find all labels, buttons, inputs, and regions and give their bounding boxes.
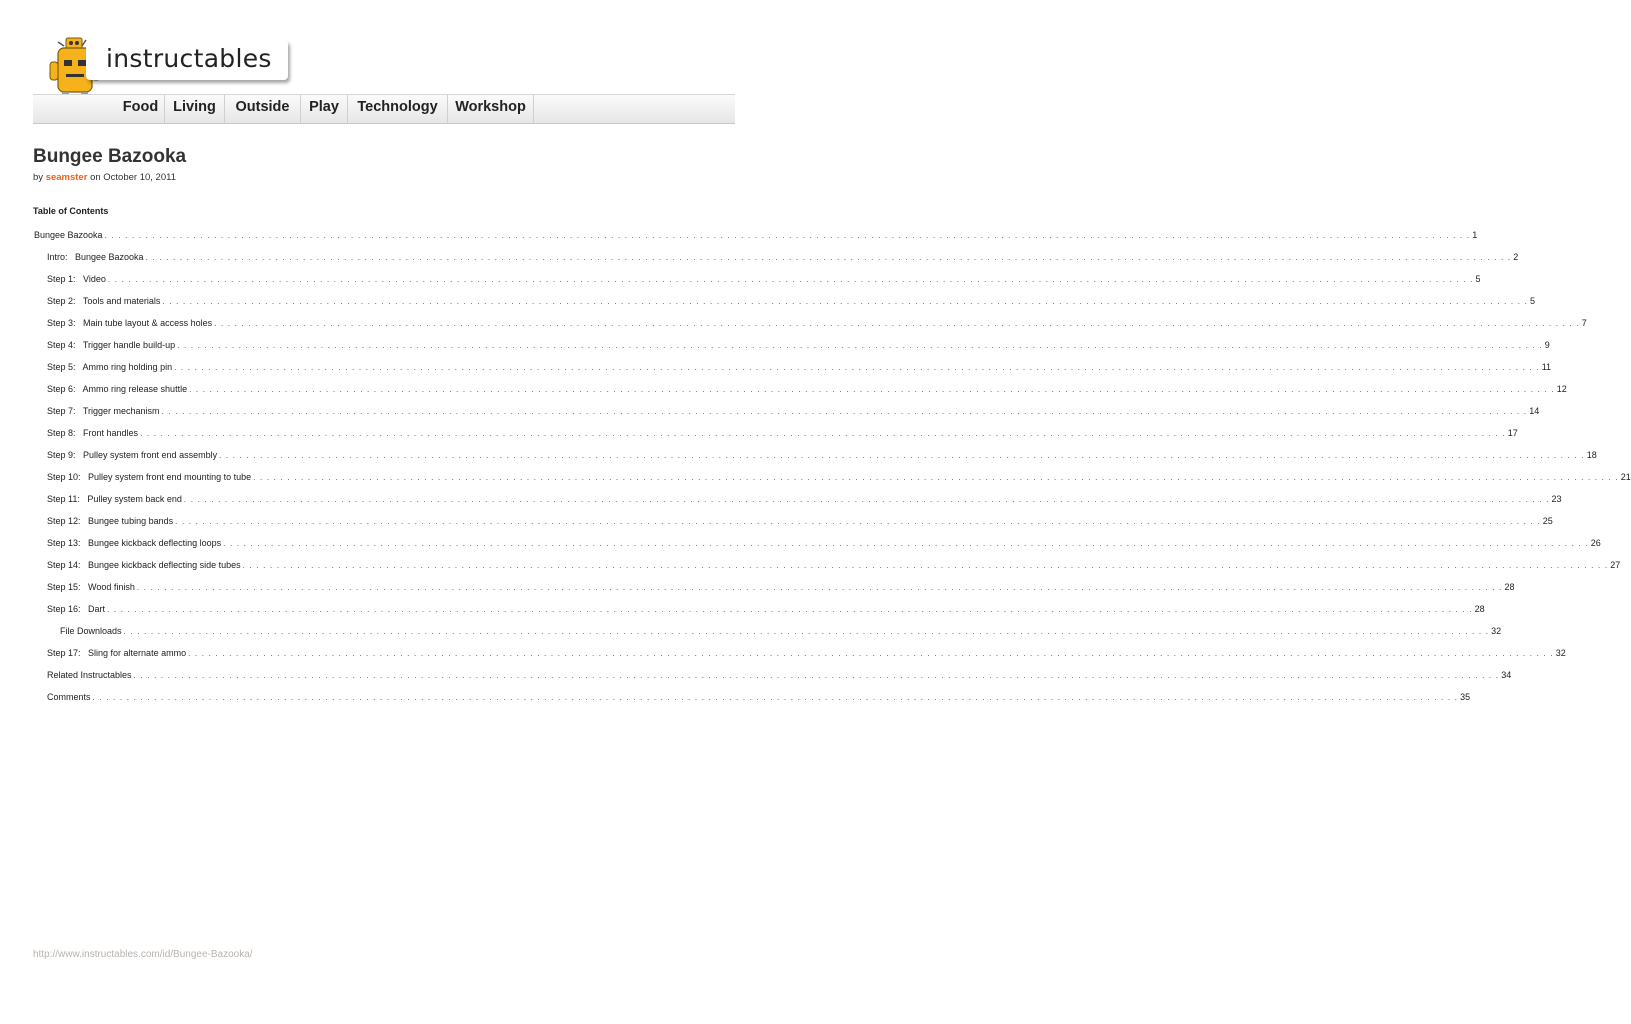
toc-entry-page: 5: [1475, 274, 1481, 284]
toc-entry-label: Step 15: Wood finish: [47, 582, 135, 592]
toc-entry-page: 34: [1501, 670, 1512, 680]
toc-entry[interactable]: [47, 493, 1562, 505]
toc-entry[interactable]: [60, 625, 1502, 637]
toc-entry-page: 35: [1460, 692, 1471, 702]
toc-leader-dots: . . . . . . . . . . . . . . . . . . . . . . . . . . . . . . . . . . . . . . . . . . . . . . . . . . . . . . . . . . . . . . . . . . . . . . . . . . . . . . . . . . . . . . . . . . . . . . . . . . . . . . . . . . . . . . . . . . . . . . . . . . . . . . . . . . . . . . . . . . . . . . . . . . . . . . . . . . . . . . . . . . . . . . . . . . . . . . . . . . . . . . . . . . . . . . . . . . . . . . . .: [104, 231, 1471, 240]
toc-heading: Table of Contents: [33, 206, 109, 216]
toc-entry-label: Step 2: Tools and materials: [47, 296, 161, 306]
toc-leader-dots: . . . . . . . . . . . . . . . . . . . . . . . . . . . . . . . . . . . . . . . . . . . . . . . . . . . . . . . . . . . . . . . . . . . . . . . . . . . . . . . . . . . . . . . . . . . . . . . . . . . . . . . . . . . . . . . . . . . . . . . . . . . . . . . . . . . . . . . . . . . . . . . . . . . . . . . . . . . . . . . . . . . . . . . . . . . . . . . . . . . . . . . . . . . . . . . . . . . . . . . .: [92, 693, 1459, 702]
nav-item-food[interactable]: Food: [117, 95, 165, 123]
toc-entry-label: Comments: [47, 692, 91, 702]
toc-leader-dots: . . . . . . . . . . . . . . . . . . . . . . . . . . . . . . . . . . . . . . . . . . . . . . . . . . . . . . . . . . . . . . . . . . . . . . . . . . . . . . . . . . . . . . . . . . . . . . . . . . . . . . . . . . . . . . . . . . . . . . . . . . . . . . . . . . . . . . . . . . . . . . . . . . . . . . . . . . . . . . . . . . . . . . . . . . . . . . . . . . . . . . . . . . . . . . . . . . . . . . . .: [189, 385, 1555, 394]
toc-entry[interactable]: [47, 647, 1566, 659]
toc-entry-page: 2: [1513, 252, 1519, 262]
toc-leader-dots: . . . . . . . . . . . . . . . . . . . . . . . . . . . . . . . . . . . . . . . . . . . . . . . . . . . . . . . . . . . . . . . . . . . . . . . . . . . . . . . . . . . . . . . . . . . . . . . . . . . . . . . . . . . . . . . . . . . . . . . . . . . . . . . . . . . . . . . . . . . . . . . . . . . . . . . . . . . . . . . . . . . . . . . . . . . . . . . . . . . . . . . . . . . . . . . . . . . . . . . .: [175, 517, 1541, 526]
toc-entry-label: Step 4: Trigger handle build-up: [47, 340, 176, 350]
toc-leader-dots: . . . . . . . . . . . . . . . . . . . . . . . . . . . . . . . . . . . . . . . . . . . . . . . . . . . . . . . . . . . . . . . . . . . . . . . . . . . . . . . . . . . . . . . . . . . . . . . . . . . . . . . . . . . . . . . . . . . . . . . . . . . . . . . . . . . . . . . . . . . . . . . . . . . . . . . . . . . . . . . . . . . . . . . . . . . . . . . . . . . . . . . . . . . . . . . . . . . . . . . .: [123, 627, 1490, 636]
toc-entry-page: 23: [1551, 494, 1562, 504]
page-title: Bungee Bazooka: [33, 146, 187, 167]
toc-entry-label: Step 9: Pulley system front end assembly: [47, 450, 218, 460]
toc-entry[interactable]: [47, 361, 1552, 373]
toc-entry-label: Intro: Bungee Bazooka: [47, 252, 144, 262]
toc-entry[interactable]: [47, 273, 1481, 285]
toc-entry-page: 17: [1507, 428, 1518, 438]
toc-leader-dots: . . . . . . . . . . . . . . . . . . . . . . . . . . . . . . . . . . . . . . . . . . . . . . . . . . . . . . . . . . . . . . . . . . . . . . . . . . . . . . . . . . . . . . . . . . . . . . . . . . . . . . . . . . . . . . . . . . . . . . . . . . . . . . . . . . . . . . . . . . . . . . . . . . . . . . . . . . . . . . . . . . . . . . . . . . . . . . . . . . . . . . . . . . . . . . . . . . . . . . . .: [242, 561, 1609, 570]
toc-entry-label: Step 1: Video: [47, 274, 106, 284]
footer-url[interactable]: http://www.instructables.com/id/Bungee-Bazooka/: [33, 949, 253, 960]
toc-leader-dots: . . . . . . . . . . . . . . . . . . . . . . . . . . . . . . . . . . . . . . . . . . . . . . . . . . . . . . . . . . . . . . . . . . . . . . . . . . . . . . . . . . . . . . . . . . . . . . . . . . . . . . . . . . . . . . . . . . . . . . . . . . . . . . . . . . . . . . . . . . . . . . . . . . . . . . . . . . . . . . . . . . . . . . . . . . . . . . . . . . . . . . . . . . . . . . . . . . . . . . . .: [133, 671, 1500, 680]
toc-entry[interactable]: [47, 603, 1485, 615]
toc-entry-label: Bungee Bazooka: [34, 230, 103, 240]
toc-entry[interactable]: [47, 317, 1587, 329]
toc-entry-label: Related Instructables: [47, 670, 132, 680]
toc-entry-page: 9: [1544, 340, 1550, 350]
nav-item-play[interactable]: Play: [301, 95, 348, 123]
toc-entry-label: File Downloads: [60, 626, 122, 636]
toc-entry-label: Step 11: Pulley system back end: [47, 494, 182, 504]
author-link[interactable]: seamster: [45, 172, 88, 183]
toc-entry[interactable]: [47, 669, 1512, 681]
toc-leader-dots: . . . . . . . . . . . . . . . . . . . . . . . . . . . . . . . . . . . . . . . . . . . . . . . . . . . . . . . . . . . . . . . . . . . . . . . . . . . . . . . . . . . . . . . . . . . . . . . . . . . . . . . . . . . . . . . . . . . . . . . . . . . . . . . . . . . . . . . . . . . . . . . . . . . . . . . . . . . . . . . . . . . . . . . . . . . . . . . . . . . . . . . . . . . . . . . . . . . . . . . .: [188, 649, 1554, 658]
toc-leader-dots: . . . . . . . . . . . . . . . . . . . . . . . . . . . . . . . . . . . . . . . . . . . . . . . . . . . . . . . . . . . . . . . . . . . . . . . . . . . . . . . . . . . . . . . . . . . . . . . . . . . . . . . . . . . . . . . . . . . . . . . . . . . . . . . . . . . . . . . . . . . . . . . . . . . . . . . . . . . . . . . . . . . . . . . . . . . . . . . . . . . . . . . . . . . . . . . . . . . . . . . .: [253, 473, 1619, 482]
toc-entry[interactable]: [47, 427, 1518, 439]
toc-entry-label: Step 5: Ammo ring holding pin: [47, 362, 173, 372]
toc-entry[interactable]: [47, 405, 1540, 417]
nav-item-living[interactable]: Living: [165, 95, 225, 123]
toc-leader-dots: . . . . . . . . . . . . . . . . . . . . . . . . . . . . . . . . . . . . . . . . . . . . . . . . . . . . . . . . . . . . . . . . . . . . . . . . . . . . . . . . . . . . . . . . . . . . . . . . . . . . . . . . . . . . . . . . . . . . . . . . . . . . . . . . . . . . . . . . . . . . . . . . . . . . . . . . . . . . . . . . . . . . . . . . . . . . . . . . . . . . . . . . . . . . . . . . . . . . . . . .: [214, 319, 1580, 328]
site-logo-text[interactable]: instructables: [106, 44, 272, 73]
nav-item-technology[interactable]: Technology: [348, 95, 448, 123]
toc-entry-label: Step 14: Bungee kickback deflecting side tubes: [47, 560, 241, 570]
toc-entry-label: Step 12: Bungee tubing bands: [47, 516, 174, 526]
toc-entry-page: 32: [1491, 626, 1502, 636]
toc-entry-label: Step 10: Pulley system front end mounting to tube: [47, 472, 252, 482]
nav-item-workshop[interactable]: Workshop: [448, 95, 534, 123]
nav-item-outside[interactable]: Outside: [225, 95, 301, 123]
toc-entry-label: Step 16: Dart: [47, 604, 106, 614]
toc-entry-page: 5: [1530, 296, 1536, 306]
toc-leader-dots: . . . . . . . . . . . . . . . . . . . . . . . . . . . . . . . . . . . . . . . . . . . . . . . . . . . . . . . . . . . . . . . . . . . . . . . . . . . . . . . . . . . . . . . . . . . . . . . . . . . . . . . . . . . . . . . . . . . . . . . . . . . . . . . . . . . . . . . . . . . . . . . . . . . . . . . . . . . . . . . . . . . . . . . . . . . . . . . . . . . . . . . . . . . . . . . . . . . . . . . .: [219, 451, 1585, 460]
toc-entry[interactable]: [47, 251, 1519, 263]
toc-leader-dots: . . . . . . . . . . . . . . . . . . . . . . . . . . . . . . . . . . . . . . . . . . . . . . . . . . . . . . . . . . . . . . . . . . . . . . . . . . . . . . . . . . . . . . . . . . . . . . . . . . . . . . . . . . . . . . . . . . . . . . . . . . . . . . . . . . . . . . . . . . . . . . . . . . . . . . . . . . . . . . . . . . . . . . . . . . . . . . . . . . . . . . . . . . . . . . . . . . . . . . . .: [177, 341, 1543, 350]
toc-leader-dots: . . . . . . . . . . . . . . . . . . . . . . . . . . . . . . . . . . . . . . . . . . . . . . . . . . . . . . . . . . . . . . . . . . . . . . . . . . . . . . . . . . . . . . . . . . . . . . . . . . . . . . . . . . . . . . . . . . . . . . . . . . . . . . . . . . . . . . . . . . . . . . . . . . . . . . . . . . . . . . . . . . . . . . . . . . . . . . . . . . . . . . . . . . . . . . . . . . . . . . . .: [223, 539, 1589, 548]
toc-entry[interactable]: [47, 471, 1631, 483]
toc-entry-label: Step 3: Main tube layout & access holes: [47, 318, 213, 328]
toc-entry-label: Step 6: Ammo ring release shuttle: [47, 384, 188, 394]
toc-entry-page: 18: [1586, 450, 1597, 460]
toc-entry[interactable]: [34, 229, 1478, 241]
toc-entry-page: 12: [1556, 384, 1567, 394]
toc-leader-dots: . . . . . . . . . . . . . . . . . . . . . . . . . . . . . . . . . . . . . . . . . . . . . . . . . . . . . . . . . . . . . . . . . . . . . . . . . . . . . . . . . . . . . . . . . . . . . . . . . . . . . . . . . . . . . . . . . . . . . . . . . . . . . . . . . . . . . . . . . . . . . . . . . . . . . . . . . . . . . . . . . . . . . . . . . . . . . . . . . . . . . . . . . . . . . . . . . . . . . . . .: [136, 583, 1503, 592]
toc-entry-page: 25: [1542, 516, 1553, 526]
toc-entry-page: 21: [1620, 472, 1631, 482]
toc-entry[interactable]: [47, 559, 1621, 571]
toc-entry-page: 1: [1472, 230, 1478, 240]
toc-entry-page: 28: [1504, 582, 1515, 592]
toc-leader-dots: . . . . . . . . . . . . . . . . . . . . . . . . . . . . . . . . . . . . . . . . . . . . . . . . . . . . . . . . . . . . . . . . . . . . . . . . . . . . . . . . . . . . . . . . . . . . . . . . . . . . . . . . . . . . . . . . . . . . . . . . . . . . . . . . . . . . . . . . . . . . . . . . . . . . . . . . . . . . . . . . . . . . . . . . . . . . . . . . . . . . . . . . . . . . . . . . . . . . . . . .: [161, 407, 1528, 416]
toc-entry[interactable]: [47, 515, 1553, 527]
toc-entry[interactable]: [47, 537, 1601, 549]
toc-entry[interactable]: [47, 691, 1471, 703]
toc-entry[interactable]: [47, 295, 1536, 307]
publish-date: on October 10, 2011: [90, 172, 176, 183]
toc-entry-page: 27: [1610, 560, 1621, 570]
byline-prefix: by: [33, 172, 44, 183]
byline: [33, 172, 176, 183]
toc-entry[interactable]: [47, 339, 1550, 351]
toc-leader-dots: . . . . . . . . . . . . . . . . . . . . . . . . . . . . . . . . . . . . . . . . . . . . . . . . . . . . . . . . . . . . . . . . . . . . . . . . . . . . . . . . . . . . . . . . . . . . . . . . . . . . . . . . . . . . . . . . . . . . . . . . . . . . . . . . . . . . . . . . . . . . . . . . . . . . . . . . . . . . . . . . . . . . . . . . . . . . . . . . . . . . . . . . . . . . . . . . . . . . . . . .: [183, 495, 1550, 504]
toc-leader-dots: . . . . . . . . . . . . . . . . . . . . . . . . . . . . . . . . . . . . . . . . . . . . . . . . . . . . . . . . . . . . . . . . . . . . . . . . . . . . . . . . . . . . . . . . . . . . . . . . . . . . . . . . . . . . . . . . . . . . . . . . . . . . . . . . . . . . . . . . . . . . . . . . . . . . . . . . . . . . . . . . . . . . . . . . . . . . . . . . . . . . . . . . . . . . . . . . . . . . . . . .: [174, 363, 1540, 372]
toc-entry-label: Step 7: Trigger mechanism: [47, 406, 160, 416]
toc-leader-dots: . . . . . . . . . . . . . . . . . . . . . . . . . . . . . . . . . . . . . . . . . . . . . . . . . . . . . . . . . . . . . . . . . . . . . . . . . . . . . . . . . . . . . . . . . . . . . . . . . . . . . . . . . . . . . . . . . . . . . . . . . . . . . . . . . . . . . . . . . . . . . . . . . . . . . . . . . . . . . . . . . . . . . . . . . . . . . . . . . . . . . . . . . . . . . . . . . . . . . . . .: [145, 253, 1512, 262]
toc-leader-dots: . . . . . . . . . . . . . . . . . . . . . . . . . . . . . . . . . . . . . . . . . . . . . . . . . . . . . . . . . . . . . . . . . . . . . . . . . . . . . . . . . . . . . . . . . . . . . . . . . . . . . . . . . . . . . . . . . . . . . . . . . . . . . . . . . . . . . . . . . . . . . . . . . . . . . . . . . . . . . . . . . . . . . . . . . . . . . . . . . . . . . . . . . . . . . . . . . . . . . . . .: [107, 605, 1473, 614]
toc-entry-page: 14: [1529, 406, 1540, 416]
toc-entry-page: 32: [1555, 648, 1566, 658]
toc-entry[interactable]: [47, 383, 1567, 395]
toc-entry-page: 7: [1581, 318, 1587, 328]
toc-leader-dots: . . . . . . . . . . . . . . . . . . . . . . . . . . . . . . . . . . . . . . . . . . . . . . . . . . . . . . . . . . . . . . . . . . . . . . . . . . . . . . . . . . . . . . . . . . . . . . . . . . . . . . . . . . . . . . . . . . . . . . . . . . . . . . . . . . . . . . . . . . . . . . . . . . . . . . . . . . . . . . . . . . . . . . . . . . . . . . . . . . . . . . . . . . . . . . . . . . . . . . . .: [140, 429, 1506, 438]
toc-entry-page: 26: [1590, 538, 1601, 548]
toc-leader-dots: . . . . . . . . . . . . . . . . . . . . . . . . . . . . . . . . . . . . . . . . . . . . . . . . . . . . . . . . . . . . . . . . . . . . . . . . . . . . . . . . . . . . . . . . . . . . . . . . . . . . . . . . . . . . . . . . . . . . . . . . . . . . . . . . . . . . . . . . . . . . . . . . . . . . . . . . . . . . . . . . . . . . . . . . . . . . . . . . . . . . . . . . . . . . . . . . . . . . . . . .: [162, 297, 1529, 306]
toc-entry-label: Step 17: Sling for alternate ammo: [47, 648, 187, 658]
category-navbar: [33, 94, 735, 124]
toc-entry[interactable]: [47, 449, 1597, 461]
toc-entry[interactable]: [47, 581, 1515, 593]
toc-entry-label: Step 8: Front handles: [47, 428, 139, 438]
toc-leader-dots: . . . . . . . . . . . . . . . . . . . . . . . . . . . . . . . . . . . . . . . . . . . . . . . . . . . . . . . . . . . . . . . . . . . . . . . . . . . . . . . . . . . . . . . . . . . . . . . . . . . . . . . . . . . . . . . . . . . . . . . . . . . . . . . . . . . . . . . . . . . . . . . . . . . . . . . . . . . . . . . . . . . . . . . . . . . . . . . . . . . . . . . . . . . . . . . . . . . . . . . .: [107, 275, 1474, 284]
toc-entry-label: Step 13: Bungee kickback deflecting loops: [47, 538, 222, 548]
toc-entry-page: 28: [1474, 604, 1485, 614]
toc-entry-page: 11: [1541, 362, 1552, 372]
